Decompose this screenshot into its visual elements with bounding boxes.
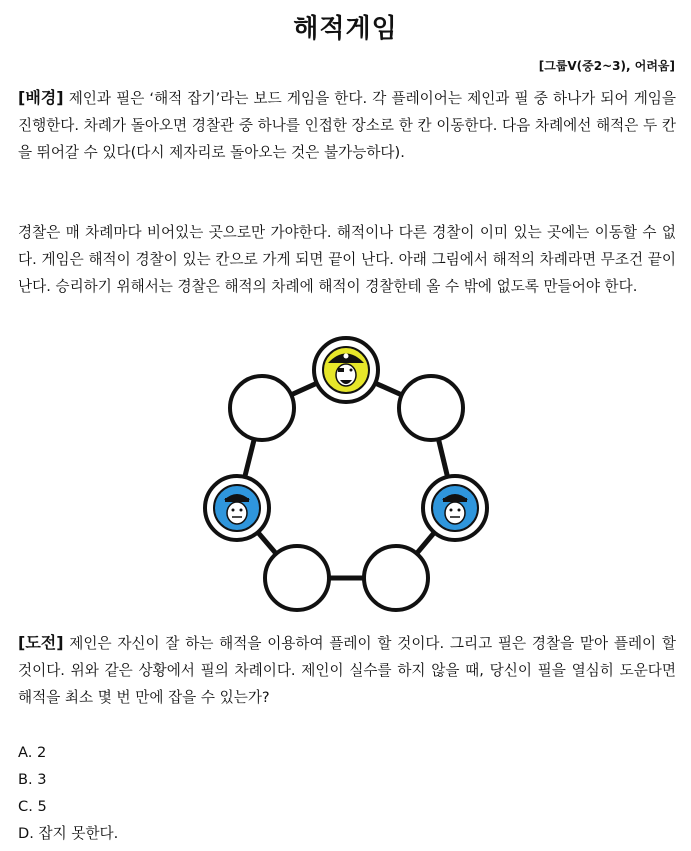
empty-node (230, 376, 294, 440)
police-node-right (423, 476, 487, 540)
background-tag: [배경] (18, 88, 64, 107)
pirate-node (314, 338, 378, 402)
challenge-paragraph (18, 629, 676, 711)
choice-c[interactable]: C. 5 (18, 798, 47, 815)
answer-choices (18, 739, 118, 847)
choice-d[interactable]: D. 잡지 못한다. (18, 825, 119, 842)
choice-b[interactable]: B. 3 (18, 771, 47, 788)
game-board-diagram (200, 330, 495, 625)
police-node-left (205, 476, 269, 540)
page-title: 해적게임 (293, 14, 398, 44)
challenge-text: 제인은 자신이 잘 하는 해적을 이용하여 플레이 할 것이다. 그리고 필은 경찰을 맡아 플레이 할 것이다. 위와 같은 상황에서 필의 차례이다. 제인이 실수를 하지 않을 때, 당신이 필을 열심히 도운다면 해적을 최소 몇 번 만에 잡을 수 있는가? (18, 635, 676, 706)
empty-node (265, 546, 329, 610)
empty-node (364, 546, 428, 610)
background-paragraph-2: 경찰은 매 차례마다 비어있는 곳으로만 가야한다. 해적이나 다른 경찰이 이미 있는 곳에는 이동할 수 없다. 게임은 해적이 경찰이 있는 칸으로 가게 되면 끝이 난다. 아래 그림에서 해적의 차례라면 무조건 끝이 난다. 승리하기 위해서는 경찰은 해적의 차례에 해적이 경찰한테 올 수 밖에 없도록 만들어야 한다. (18, 224, 676, 295)
empty-node (399, 376, 463, 440)
board-svg (200, 330, 495, 625)
challenge-tag: [도전] (18, 633, 64, 652)
difficulty-label: [그룹Ⅴ(중2~3), 어려움] (538, 59, 675, 73)
background-paragraph-1 (18, 84, 676, 166)
background-text-1: 제인과 필은 ‘해적 잡기’라는 보드 게임을 한다. 각 플레이어는 제인과 필 중 하나가 되어 게임을 진행한다. 차례가 돌아오면 경찰관 중 하나를 인접한 장소로 한 칸 이동한다. 다음 차례에선 해적은 두 칸을 뛰어갈 수 있다(다시 제자리로 돌아오는 것은 불가능하다). (18, 90, 677, 161)
choice-a[interactable]: A. 2 (18, 744, 47, 761)
